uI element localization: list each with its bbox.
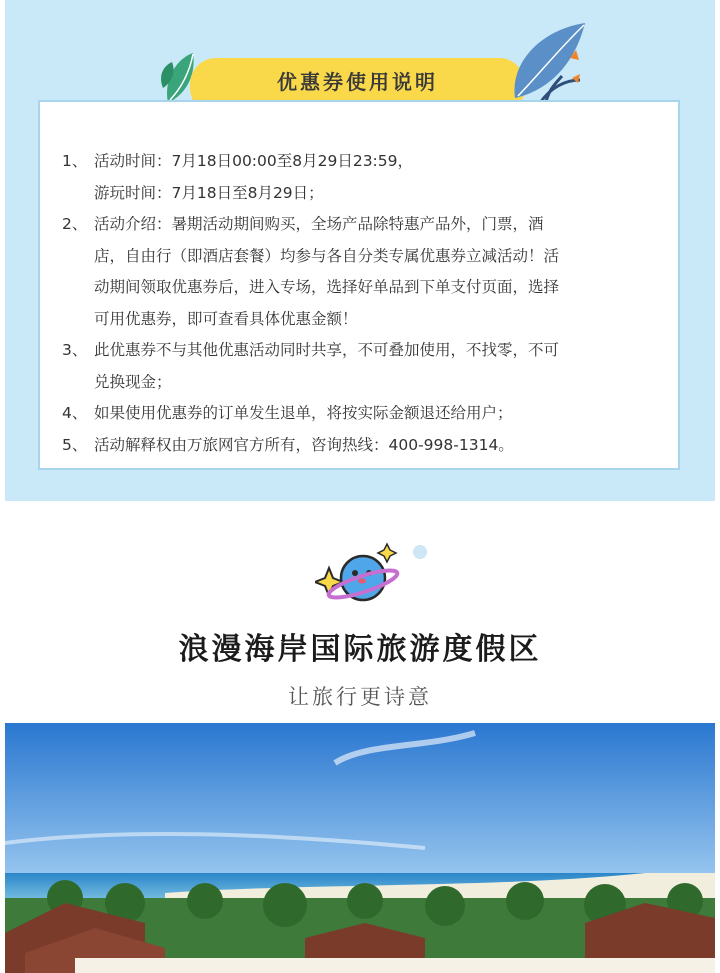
coupon-rule-text	[94, 209, 662, 335]
coupon-rule-item	[62, 146, 662, 209]
coupon-rule-line: 店，自由行（即酒店套餐）均参与各自分类专属优惠券立减活动！活	[94, 246, 560, 265]
palm-leaf-icon	[500, 18, 595, 108]
coupon-rule-number: 1、	[62, 152, 88, 170]
coupon-rule-line: 活动介绍：暑期活动期间购买，全场产品除特惠产品外，门票，酒	[94, 215, 544, 233]
coupon-rule-line: 活动时间：7月18日00:00至8月29日23:59，	[94, 152, 414, 170]
coupon-rule-line: 如果使用优惠券的订单发生退单，将按实际金额退还给用户；	[94, 404, 513, 422]
coupon-rule-number: 5、	[62, 435, 88, 454]
planet-icon	[315, 540, 435, 612]
coupon-rule-line: 此优惠券不与其他优惠活动同时共享，不可叠加使用，不找零，不可	[94, 341, 560, 359]
resort-beach-photo	[5, 723, 715, 973]
coupon-rule-text	[94, 146, 662, 209]
coupon-rule-line: 活动解释权由万旅网官方所有，咨询热线：400-998-1314。	[94, 435, 514, 454]
coupon-rule-text	[94, 398, 662, 430]
coupon-title: 优惠券使用说明	[277, 70, 438, 94]
coupon-rules-card	[38, 100, 680, 470]
coupon-rule-text	[94, 335, 662, 398]
coupon-rule-line: 动期间领取优惠券后，进入专场，选择好单品到下单支付页面，选择	[94, 278, 560, 296]
coupon-rule-line: 可用优惠券，即可查看具体优惠金额！	[94, 309, 358, 328]
coupon-rule-item	[62, 430, 662, 462]
coupon-rule-line: 游玩时间：7月18日至8月29日；	[94, 183, 324, 202]
coupon-rule-item	[62, 209, 662, 335]
coupon-rule-number: 4、	[62, 404, 88, 422]
coupon-rule-item	[62, 335, 662, 398]
coupon-rule-line: 兑换现金；	[94, 372, 172, 391]
coupon-rules-list	[62, 146, 662, 461]
resort-slogan: 让旅行更诗意	[288, 685, 432, 709]
coupon-rule-number: 2、	[62, 215, 88, 233]
resort-title: 浪漫海岸国际旅游度假区	[178, 632, 542, 667]
coupon-rule-item	[62, 398, 662, 430]
coupon-rule-number: 3、	[62, 341, 88, 359]
coupon-rule-text	[94, 430, 662, 462]
